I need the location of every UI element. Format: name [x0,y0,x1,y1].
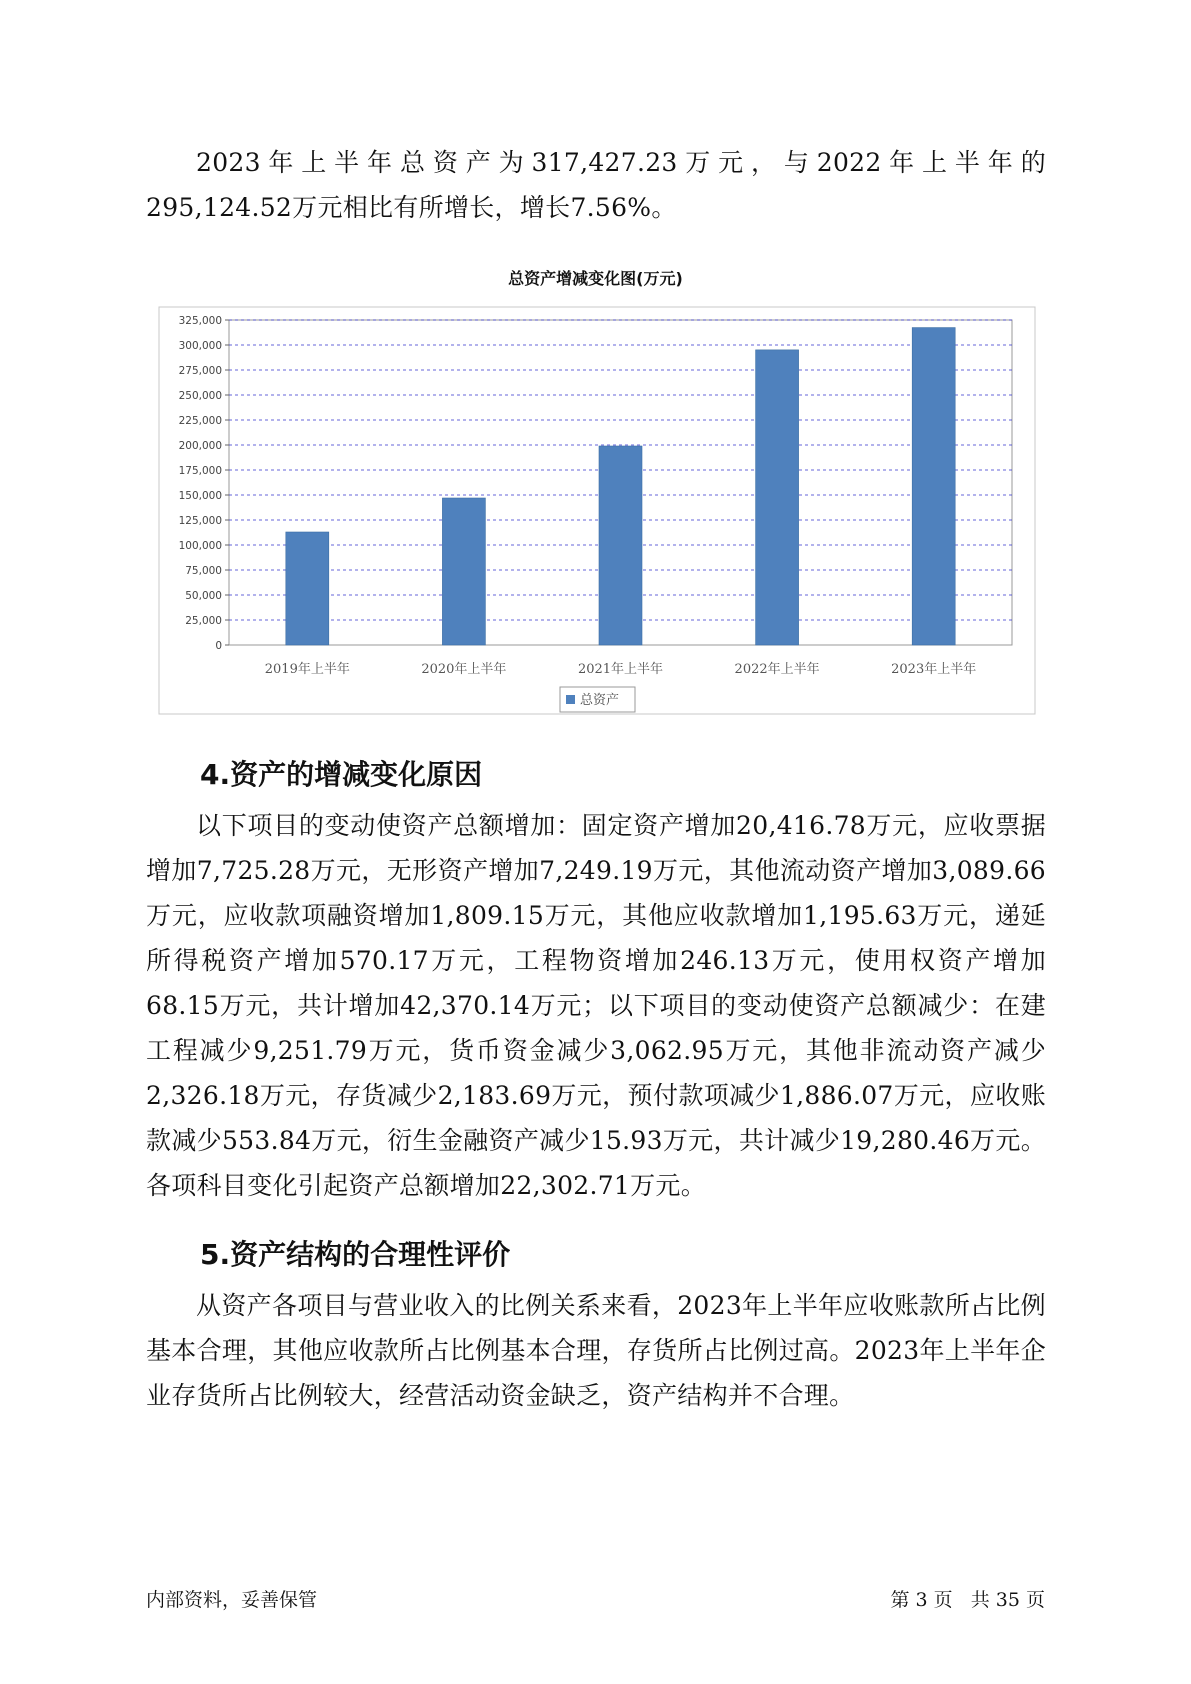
bar [599,446,642,645]
y-tick-label: 200,000 [178,440,222,452]
legend-swatch [566,695,575,704]
y-tick-label: 150,000 [178,490,222,502]
y-tick-label: 250,000 [178,390,222,402]
y-tick-label: 125,000 [178,515,222,527]
y-tick-label: 225,000 [178,415,222,427]
bar [912,328,955,645]
y-tick-label: 25,000 [185,615,222,627]
section4-heading: 4.资产的增减变化原因 [200,758,483,791]
y-tick-label: 75,000 [185,565,222,577]
section5-paragraph: 从资产各项目与营业收入的比例关系来看，2023年上半年应收账款所占比例基本合理，其他应收款所占比例基本合理，存货所占比例过高。2023年上半年企业存货所占比例较大，经营活动资金缺乏，资产结构并不合理。 [146,1291,1046,1410]
x-tick-label: 2021年上半年 [577,662,664,677]
y-tick-label: 50,000 [185,590,222,602]
y-tick-label: 325,000 [178,315,222,327]
y-tick-label: 175,000 [178,465,222,477]
section4-paragraph: 以下项目的变动使资产总额增加：固定资产增加20,416.78万元，应收票据增加7,725.28万元，无形资产增加7,249.19万元，其他流动资产增加3,089.66万元，应收款项融资增加1,809.15万元，其他应收款增加1,195.63万元，递延所得税资产增加570.17万元，工程物资增加246.13万元，使用权资产增加68.15万元，共计增加42,370.14万元；以下项目的变动使资产总额减少：在建工程减少9,251.79万元，货币资金减少3,062.95万元，其他非流动资产减少2,326.18万元，存货减少2,183.69万元，预付款项减少1,886.07万元，应收账款减少553.84万元，衍生金融资产减少15.93万元，共计减少19,280.46万元。各项科目变化引起资产总额增加22,302.71万元。 [146,811,1046,1200]
legend-label: 总资产 [580,693,620,708]
intro-paragraph: 2023年上半年总资产为317,427.23万元，与2022年上半年的295,124.52万元相比有所增长，增长7.56%。 [146,148,1046,222]
bar [756,350,799,645]
y-tick-label: 275,000 [178,365,222,377]
x-tick-label: 2020年上半年 [421,662,507,677]
x-tick-label: 2022年上半年 [734,662,820,677]
x-tick-label: 2023年上半年 [891,662,977,677]
y-tick-label: 100,000 [178,540,222,552]
y-tick-label: 300,000 [178,340,222,352]
y-tick-label: 0 [215,640,222,652]
total-assets-bar-chart [0,0,1191,720]
x-tick-label: 2019年上半年 [264,662,350,677]
bar [286,532,329,645]
footer-confidential-note: 内部资料，妥善保管 [146,1589,318,1611]
section5-heading: 5.资产结构的合理性评价 [200,1238,511,1271]
chart-title: 总资产增减变化图(万元) [508,269,683,288]
bar [442,498,485,645]
footer-page-number: 第 3 页 共 35 页 [890,1589,1045,1611]
